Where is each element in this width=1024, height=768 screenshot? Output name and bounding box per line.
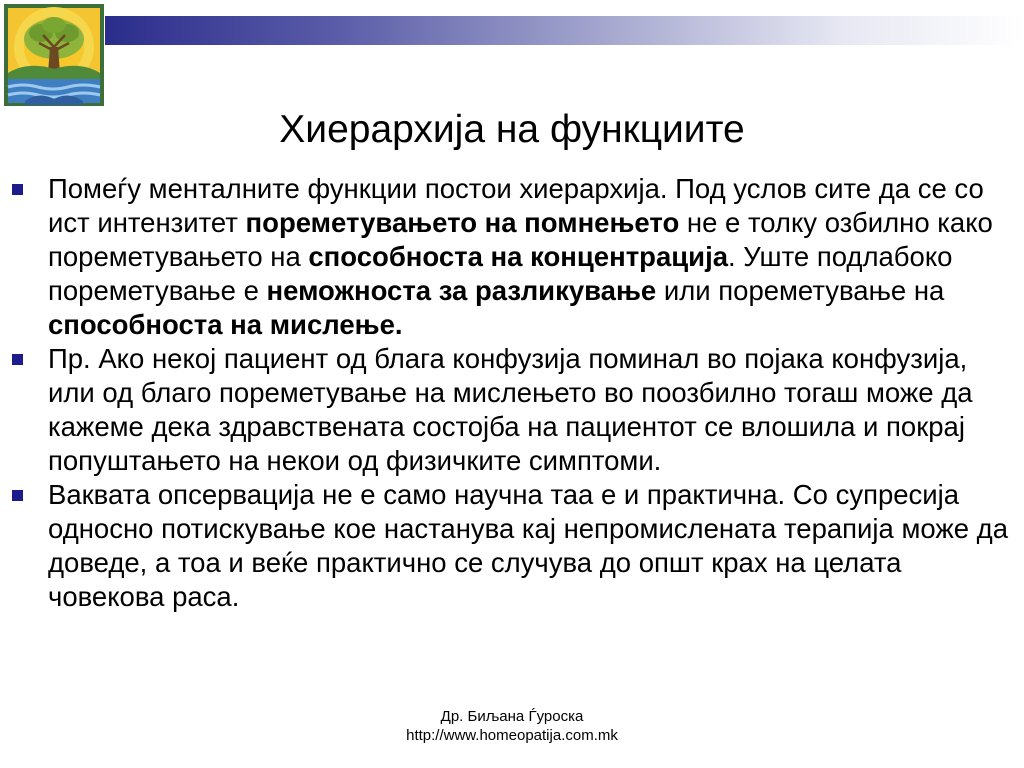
bullet-text: Ваквата опсервација не е само научна таа е и практична. Со супресија односно потискување кое настанува кај непромислената терапија може да доведе, а тоа и веќе практично се случува до општ крах на целата човекова раса. (48, 479, 1009, 612)
header-gradient-band (105, 16, 1024, 45)
slide-title: Хиерархија на функциите (279, 108, 745, 151)
bullet-item (10, 172, 1020, 342)
text-run: не е толку озбилно како пореметувањето на (48, 207, 993, 272)
footer-author: Др. Биљана Ѓуроска (440, 708, 584, 725)
footer-url[interactable]: http://www.homeopatija.com.mk (406, 727, 618, 744)
footer (312, 707, 712, 745)
bullet-text: Пр. Ако некој пациент од блага конфузија поминал во појака конфузија, или од благо пореметување на мислењето во поозбилно тогаш може да кажеме дека здравствената состојба на пациентот се влошила и покрај попуштањето на некои од физичките симптоми. (48, 343, 973, 476)
emphasis-run: неможноста за разликување (266, 275, 657, 306)
tree-sun-logo-icon (3, 3, 105, 107)
text-run: или пореметување на (656, 275, 945, 306)
emphasis-run: способноста на мислење. (48, 309, 403, 340)
text-run: Помеѓу менталните функции постои хиерархија. Под услов сите да се со ист интензитет (48, 173, 984, 238)
bullet-item (10, 478, 1020, 614)
bullet-item (10, 342, 1020, 478)
bullet-text (48, 173, 993, 340)
text-run: . Уште подлабоко пореметување е (48, 241, 953, 306)
square-bullet-icon (12, 184, 23, 195)
emphasis-run: способноста на концентрација (308, 241, 729, 272)
square-bullet-icon (12, 490, 23, 501)
square-bullet-icon (12, 354, 23, 365)
emphasis-run: пореметувањето на помнењето (245, 207, 680, 238)
bullet-list (10, 172, 1020, 614)
